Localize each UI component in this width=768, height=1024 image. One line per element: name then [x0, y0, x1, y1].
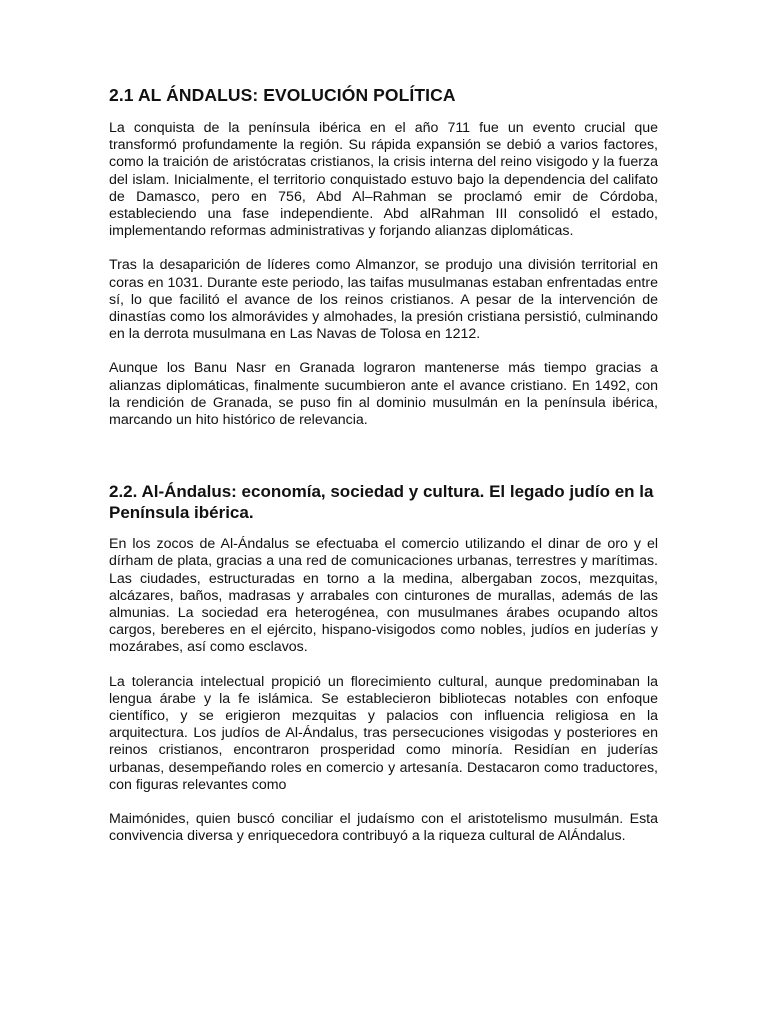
section-2-heading: 2.2. Al-Ándalus: economía, sociedad y cultura. El legado judío en la Península ibérica.: [109, 482, 654, 523]
section-1-paragraph-1: La conquista de la península ibérica en el año 711 fue un evento crucial que transformó profundamente la región. Su rápida expansión se debió a varios factores, como la traición de aristócratas cristianos, la crisis interna del reino visigodo y la fuerza del islam. Inicialmente, el territorio conquistado estuvo bajo la dependencia del califato de Damasco, pero en 756, Abd Al–Rahman se proclamó emir de Córdoba, estableciendo una fase independiente. Abd alRahman III consolidó el estado, implementando reformas administrativas y forjando alianzas diplomáticas.: [109, 120, 658, 240]
section-1-paragraph-3: Aunque los Banu Nasr en Granada lograron mantenerse más tiempo gracias a alianzas diplomáticas, finalmente sucumbieron ante el avance cristiano. En 1492, con la rendición de Granada, se puso fin al dominio musulmán en la península ibérica, marcando un hito histórico de relevancia.: [109, 360, 658, 429]
section-1-paragraph-2: Tras la desaparición de líderes como Almanzor, se produjo una división territorial en coras en 1031. Durante este periodo, las taifas musulmanas estaban enfrentadas entre sí, lo que facilitó el avance de los reinos cristianos. A pesar de la intervención de dinastías como los almorávides y almohades, la presión cristiana persistió, culminando en la derrota musulmana en Las Navas de Tolosa en 1212.: [109, 257, 658, 343]
section-2-paragraph-1: En los zocos de Al-Ándalus se efectuaba el comercio utilizando el dinar de oro y el dírham de plata, gracias a una red de comunicaciones urbanas, terrestres y marítimas. Las ciudades, estructuradas en torno a la medina, albergaban zocos, mezquitas, alcázares, baños, madrasas y arrabales con cinturones de murallas, además de las almunias. La sociedad era heterogénea, con musulmanes árabes ocupando altos cargos, bereberes en el ejército, hispano-visigodos como nobles, judíos en juderías y mozárabes, así como esclavos.: [109, 536, 658, 656]
section-2-paragraph-3: Maimónides, quien buscó conciliar el judaísmo con el aristotelismo musulmán. Esta convivencia diversa y enriquecedora contribuyó a la riqueza cultural de AlÁndalus.: [109, 811, 658, 845]
document-body: [109, 84, 658, 846]
section-1-heading: 2.1 AL ÁNDALUS: EVOLUCIÓN POLÍTICA: [109, 85, 456, 105]
section-2-paragraph-2: La tolerancia intelectual propició un florecimiento cultural, aunque predominaban la lengua árabe y la fe islámica. Se establecieron bibliotecas notables con enfoque científico, y se erigieron mezquitas y palacios con influencia religiosa en la arquitectura. Los judíos de Al-Ándalus, tras persecuciones visigodas y posteriores en reinos cristianos, encontraron prosperidad como minoría. Residían en juderías urbanas, desempeñando roles en comercio y artesanía. Destacaron como traductores, con figuras relevantes como: [109, 673, 658, 793]
